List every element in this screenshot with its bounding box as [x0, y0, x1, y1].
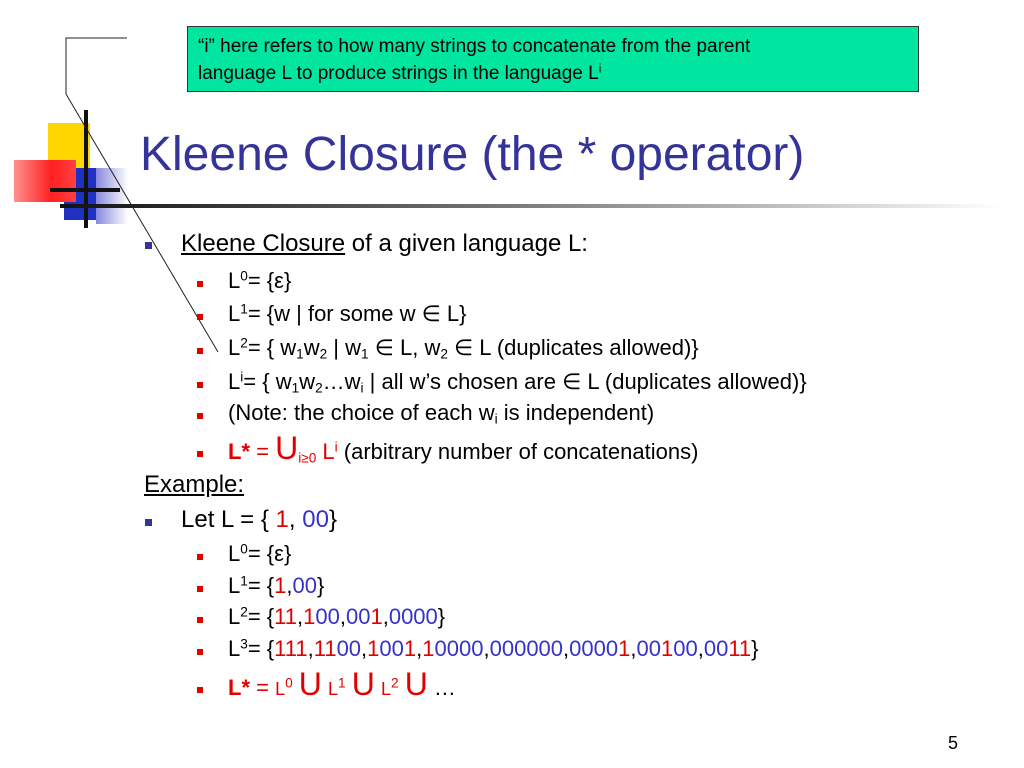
example-l0: $L^0= \{\varepsilon\}$ [228, 541, 292, 566]
bullet-icon [197, 382, 203, 388]
bullet-icon [145, 242, 152, 249]
bullet-icon [197, 348, 203, 354]
example-let: Let L = { 1, 00} [181, 506, 337, 533]
example-star: $L* = L^0$ U $L^1$ U $L^2$ U … [228, 666, 456, 702]
bullet-icon [197, 413, 203, 419]
bullet-icon [197, 554, 203, 560]
def-l2: $L^2=$ { $w_1w_2$ | $w_1$ ∈ L, $w_2$ ∈ L (duplicates allowed)} [228, 335, 699, 362]
bullet-icon [145, 519, 152, 526]
callout-line-2: language L to produce strings in the language $L^i$ [198, 62, 602, 84]
callout-line-1: “i” here refers to how many strings to concatenate from the parent [198, 36, 751, 57]
bullet-icon [197, 314, 203, 320]
def-l0: $L^0= \{\varepsilon\}$ [228, 268, 292, 293]
callout-box [187, 26, 919, 92]
def-li: $L^i=$ { $w_1w_2\dots w_i$ | all w’s chosen are ∈ L (duplicates allowed)} [228, 369, 807, 396]
example-l2: $L^2= \{11,100,001,0000\}$ [228, 604, 446, 629]
bullet-icon [197, 687, 203, 693]
example-l3: $L^3= \{111,1100,1001,10000,000000,00001,00100,0011\}$ [228, 636, 759, 661]
slide-title: Kleene Closure (the * operator) [140, 128, 805, 181]
def-l1: $L^1= \{w$ | for some w ∈ L} [228, 301, 467, 326]
page-number: 5 [948, 733, 959, 753]
example-heading: Example: [144, 471, 245, 498]
kleene-intro: Kleene Closure of a given language L: [181, 230, 588, 257]
bullet-icon [197, 586, 203, 592]
bullet-icon [197, 451, 203, 457]
bullet-icon [197, 617, 203, 623]
def-note: (Note: the choice of each $w_i$ is independent) [228, 400, 655, 427]
bullet-icon [197, 649, 203, 655]
example-l1: $L^1= \{1,00\}$ [228, 573, 325, 598]
def-star: $L* = U_{i\ge 0}$ $L^i$ (arbitrary number of concatenations) [228, 430, 699, 466]
bullet-icon [197, 281, 203, 287]
